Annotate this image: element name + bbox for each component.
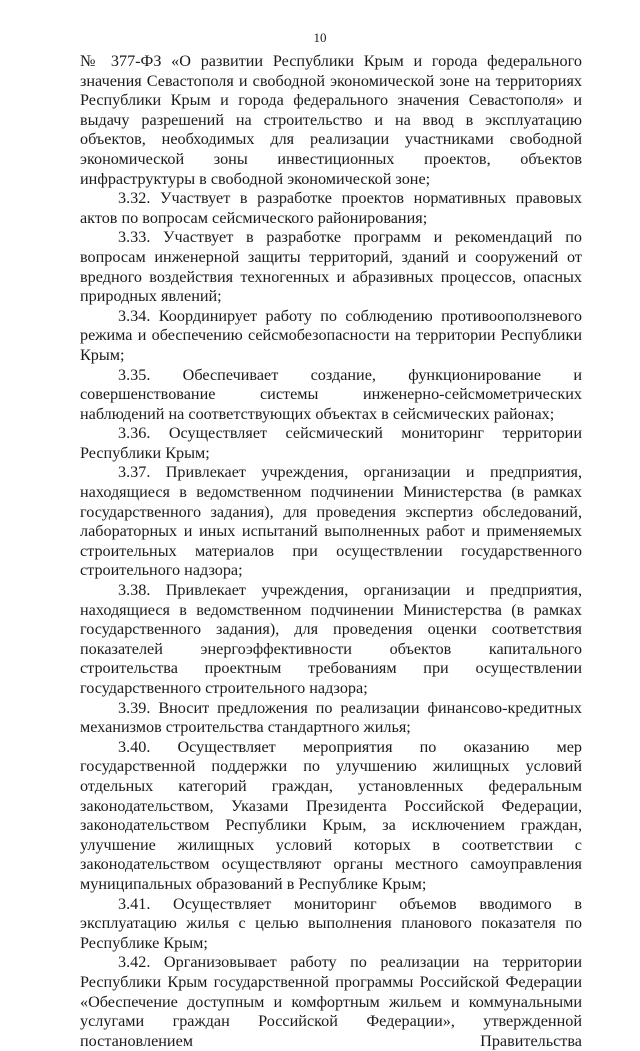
paragraph-continuation: № 377-ФЗ «О развитии Республики Крым и города федерального значения Севастополя и свободной экономической зоне на территориях Республики Крым и города федерального значения Севастополя» и выдачу разрешений на строительство и на ввод в эксплуатацию объектов, необходимых для реализации участниками свободной экономической зоны инвестиционных проектов, объектов инфраструктуры в свободной экономической зоне;	[80, 52, 582, 188]
paragraph-3-33: 3.33. Участвует в разработке программ и рекомендаций по вопросам инженерной защиты территорий, зданий и сооружений от вредного воздействия техногенных и абразивных процессов, опасных природных явлений;	[80, 228, 582, 306]
page-number: 10	[313, 30, 327, 45]
document-body	[80, 52, 582, 1051]
paragraph-3-37: 3.37. Привлекает учреждения, организации и предприятия, находящиеся в ведомственном подчинении Министерства (в рамках государственного задания), для проведения экспертиз обследований, лабораторных и иных испытаний выполненных работ и применяемых строительных материалов при осуществлении государственного строительного надзора;	[80, 463, 582, 580]
paragraph-3-36: 3.36. Осуществляет сейсмический мониторинг территории Республики Крым;	[80, 424, 582, 462]
paragraph-3-39: 3.39. Вносит предложения по реализации финансово-кредитных механизмов строительства стандартного жилья;	[80, 698, 582, 737]
paragraph-3-40: 3.40. Осуществляет мероприятия по оказанию мер государственной поддержки по улучшению жилищных условий отдельных категорий граждан, установленных федеральным законодательством, Указами Президента Российской Федерации, законодательством Республики Крым, за исключением граждан, улучшение жилищных условий которых в соответствии с законодательством осуществляют органы местного самоуправления муниципальных образований в Республике Крым;	[80, 737, 582, 893]
paragraph-3-32: 3.32. Участвует в разработке проектов нормативных правовых актов по вопросам сейсмического районирования;	[80, 189, 582, 227]
paragraph-3-35: 3.35. Обеспечивает создание, функционирование и совершенствование системы инженерно-сейсмометрических наблюдений на соответствующих объектах в сейсмических районах;	[80, 365, 582, 423]
paragraph-3-38: 3.38. Привлекает учреждения, организации и предприятия, находящиеся в ведомственном подчинении Министерства (в рамках государственного задания), для проведения оценки соответствия показателей энергоэффективности объектов капитального строительства проектным требованиям при осуществлении государственного строительного надзора;	[80, 581, 582, 697]
paragraph-3-41: 3.41. Осуществляет мониторинг объемов вводимого в эксплуатацию жилья с целью выполнения планового показателя по Республике Крым;	[80, 894, 582, 952]
paragraph-3-34: 3.34. Координирует работу по соблюдению противооползневого режима и обеспечению сейсмобезопасности на территории Республики Крым;	[80, 306, 582, 364]
paragraph-3-42: 3.42. Организовывает работу по реализации на территории Республики Крым государственной программы Российской Федерации «Обеспечение доступным и комфортным жильем и коммунальными услугами граждан Российской Федерации», утвержденной постановлением Правительства	[80, 953, 582, 1050]
